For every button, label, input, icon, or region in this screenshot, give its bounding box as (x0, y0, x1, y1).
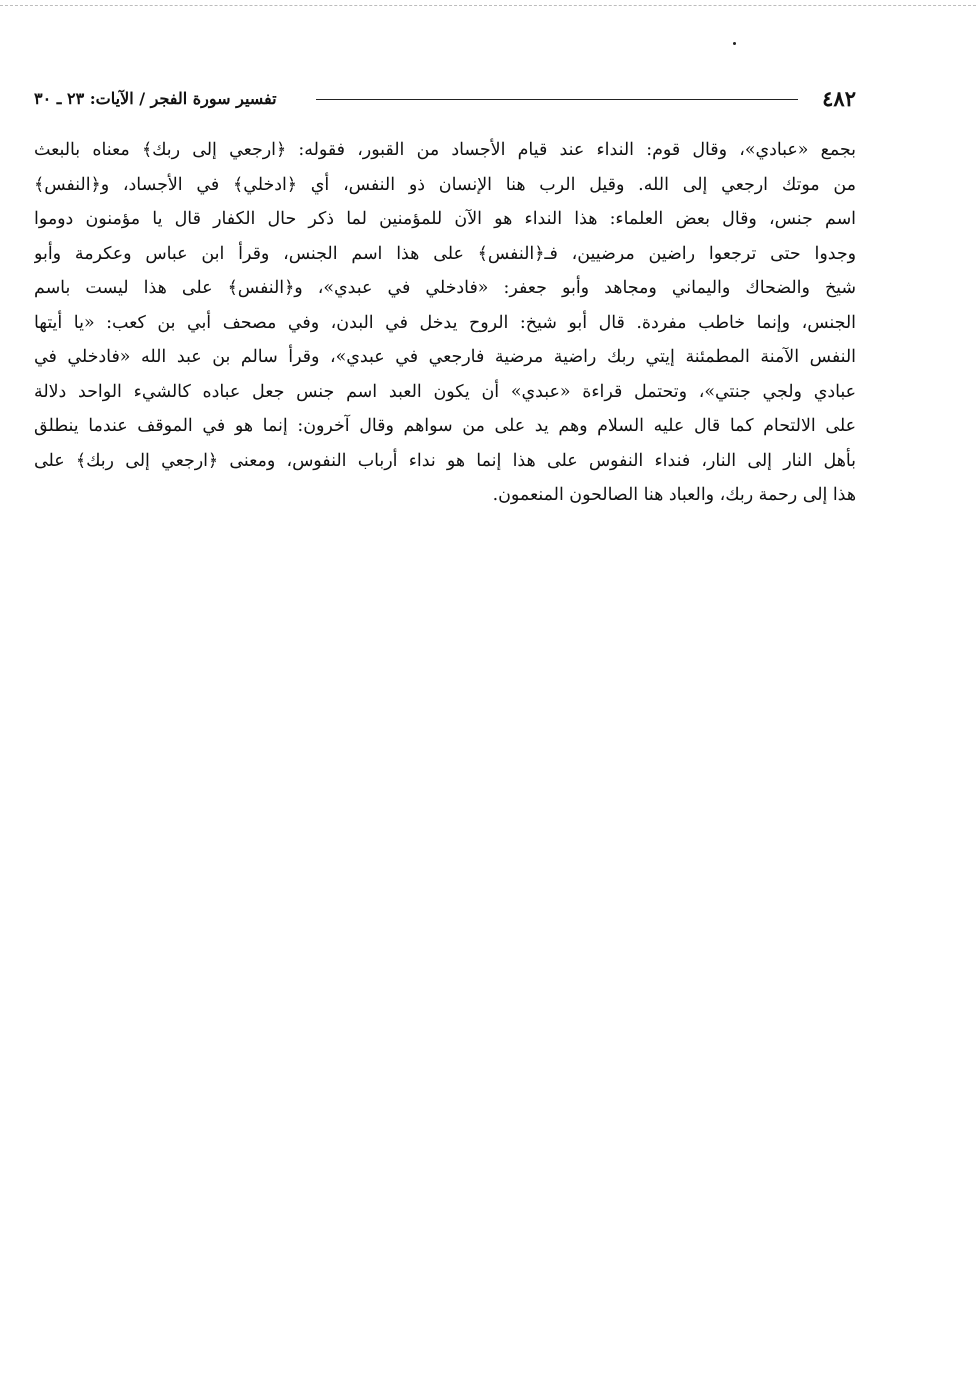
text-line: بجمع «عبادي»، وقال قوم: النداء عند قيام الأجساد من القبور، فقوله: ﴿ارجعي إلى ربك﴾ معناه بالبعث (34, 140, 856, 160)
text-line: الجنس، وإنما خاطب مفردة. قال أبو شيخ: الروح يدخل في البدن، وفي مصحف أبي بن كعب: «يا أيتها (34, 312, 856, 333)
text-line: النفس الآمنة المطمئنة إيتي ربك راضية مرضية فارجعي في عبدي»، وقرأ سالم بن عبد الله «فادخلي في (34, 347, 856, 367)
page-header (34, 84, 856, 114)
scan-speck (733, 42, 736, 45)
running-title: تفسير سورة الفجر / الآيات: ٢٣ ـ ٣٠ (34, 89, 277, 108)
header-rule (316, 99, 798, 100)
page-number: ٤٨٢ (822, 86, 856, 111)
scan-top-edge-rule (0, 5, 976, 6)
text-line: من موتك ارجعي إلى الله. وقيل الرب هنا الإنسان ذو النفس، أي ﴿ادخلي﴾ في الأجساد، و﴿النفس﴾ (34, 174, 856, 195)
text-line: اسم جنس، وقال بعض العلماء: هذا النداء هو الآن للمؤمنين لما ذكر حال الكفار قال يا مؤمنون دوموا (34, 209, 856, 229)
text-line: وجدوا حتى ترجعوا راضين مرضيين، فـ﴿النفس﴾ على هذا اسم الجنس، وقرأ ابن عباس وعكرمة وأبو (34, 243, 856, 264)
text-line: على الالتحام كما قال عليه السلام وهم يد على من سواهم وقال آخرون: إنما هو في الموقف عندما ينطلق (34, 416, 856, 436)
text-line: هذا إلى رحمة ربك، والعباد هنا الصالحون المنعمون. (492, 485, 856, 505)
text-line: شيخ والضحاك واليماني ومجاهد وأبو جعفر: «فادخلي في عبدي»، و﴿النفس﴾ على هذا ليست باسم (34, 278, 856, 298)
text-line: عبادي ولجي جنتي»، وتحتمل قراءة «عبدي» أن يكون العبد اسم جنس جعل عباده كالشيء الواحد دلالة (34, 381, 856, 402)
body-paragraph (34, 133, 856, 513)
text-line: بأهل النار إلى النار، فنداء النفوس على هذا إنما هو نداء أرباب النفوس، ومعنى ﴿ارجعي إلى ربك﴾ على (34, 450, 856, 471)
